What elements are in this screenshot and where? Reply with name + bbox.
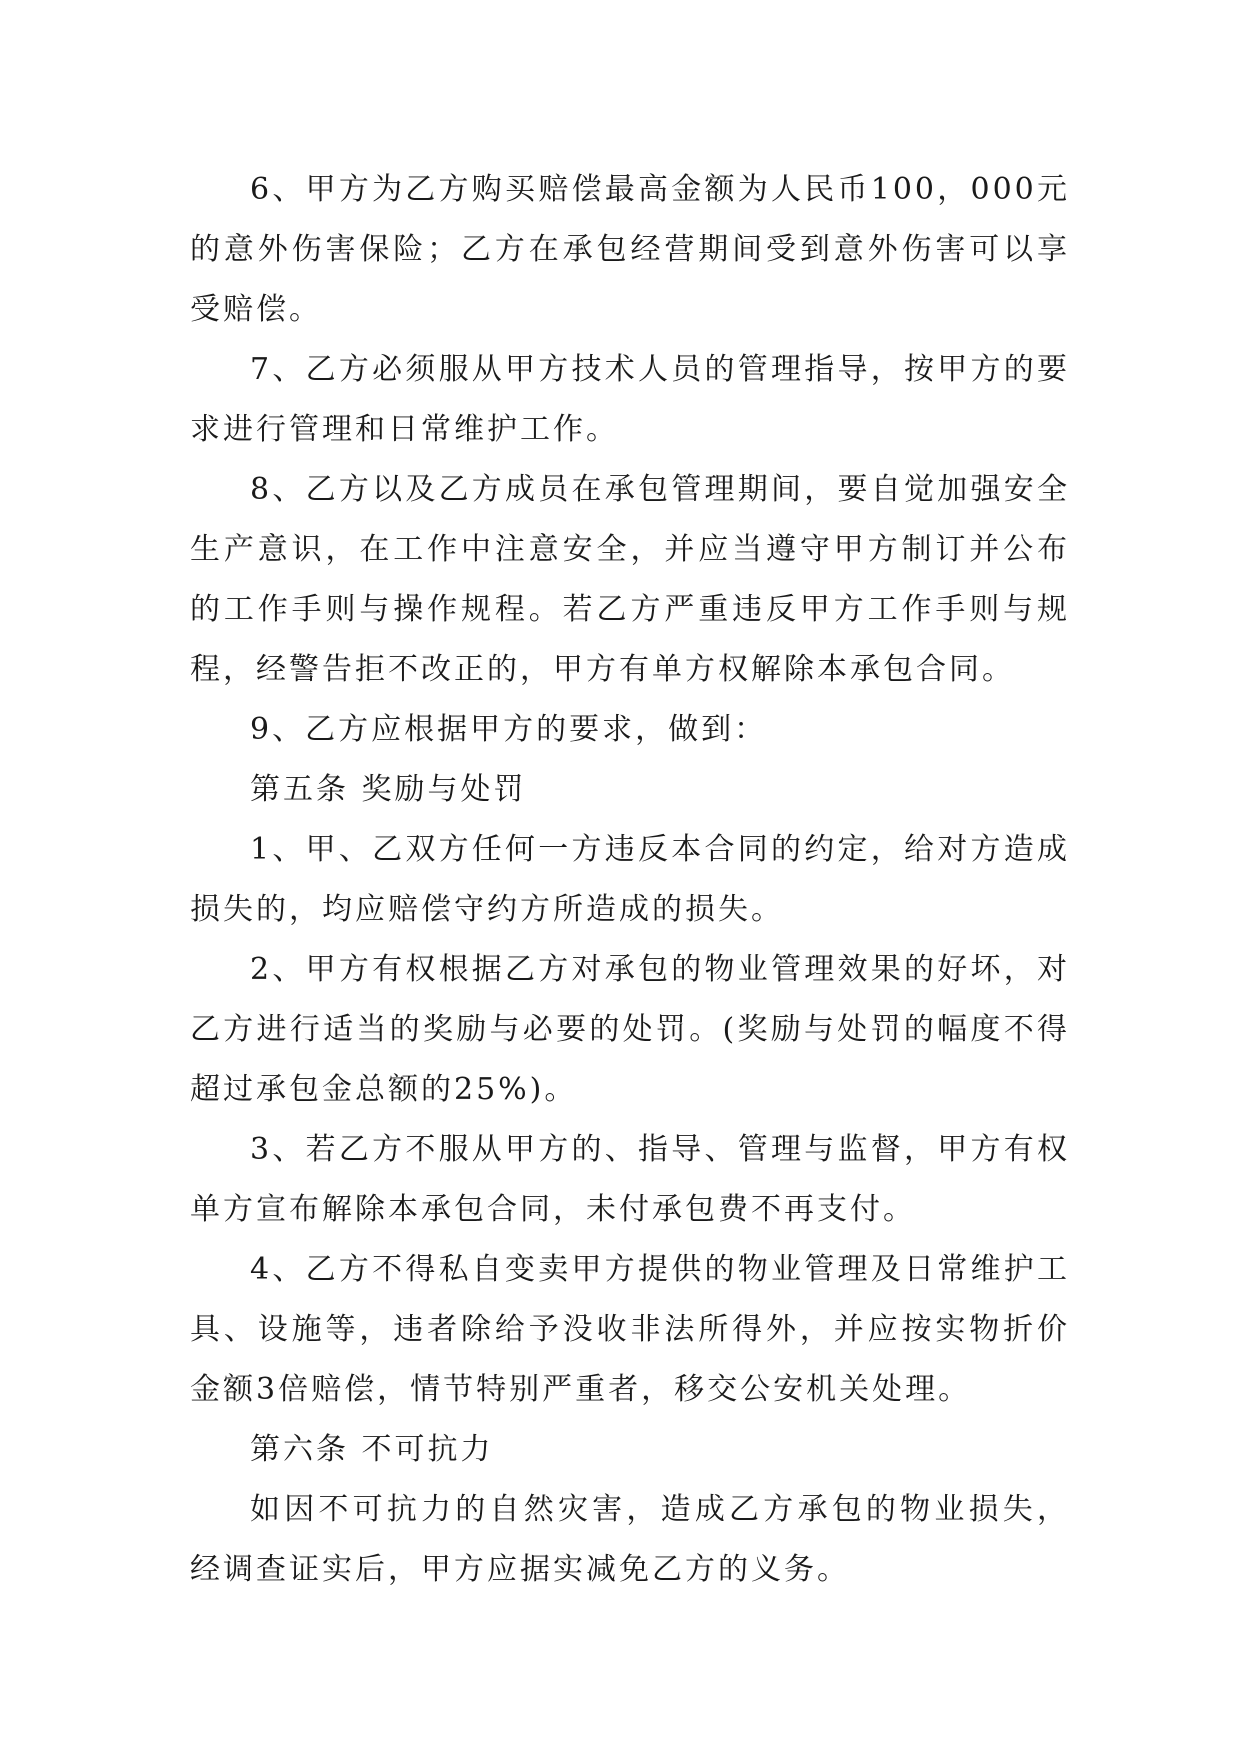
paragraph-clause-8: 8、乙方以及乙方成员在承包管理期间，要自觉加强安全生产意识，在工作中注意安全，并应当遵守甲方制订并公布的工作手则与操作规程。若乙方严重违反甲方工作手则与规程，经警告拒不改正的，甲方有单方权解除本承包合同。 xyxy=(190,472,1070,687)
section-heading-article-5: 第五条 奖励与处罚 xyxy=(250,772,527,807)
paragraph-article-6: 如因不可抗力的自然灾害，造成乙方承包的物业损失，经调查证实后，甲方应据实减免乙方的义务。 xyxy=(190,1492,1070,1587)
document-body xyxy=(190,160,1070,1600)
paragraph-clause-7: 7、乙方必须服从甲方技术人员的管理指导，按甲方的要求进行管理和日常维护工作。 xyxy=(190,352,1070,447)
paragraph-clause-6: 6、甲方为乙方购买赔偿最高金额为人民币100，000元的意外伤害保险；乙方在承包经营期间受到意外伤害可以享受赔偿。 xyxy=(190,172,1070,327)
section-heading-article-6: 第六条 不可抗力 xyxy=(250,1432,494,1467)
paragraph-article-5-item-4: 4、乙方不得私自变卖甲方提供的物业管理及日常维护工具、设施等，违者除给予没收非法所得外，并应按实物折价金额3倍赔偿，情节特别严重者，移交公安机关处理。 xyxy=(190,1252,1070,1407)
paragraph-article-5-item-3: 3、若乙方不服从甲方的、指导、管理与监督，甲方有权单方宣布解除本承包合同，未付承包费不再支付。 xyxy=(190,1132,1070,1227)
paragraph-clause-9: 9、乙方应根据甲方的要求，做到： xyxy=(250,712,768,747)
paragraph-article-5-item-1: 1、甲、乙双方任何一方违反本合同的约定，给对方造成损失的，均应赔偿守约方所造成的损失。 xyxy=(190,832,1070,927)
paragraph-article-5-item-2: 2、甲方有权根据乙方对承包的物业管理效果的好坏，对乙方进行适当的奖励与必要的处罚。(奖励与处罚的幅度不得超过承包金总额的25%)。 xyxy=(190,952,1070,1107)
